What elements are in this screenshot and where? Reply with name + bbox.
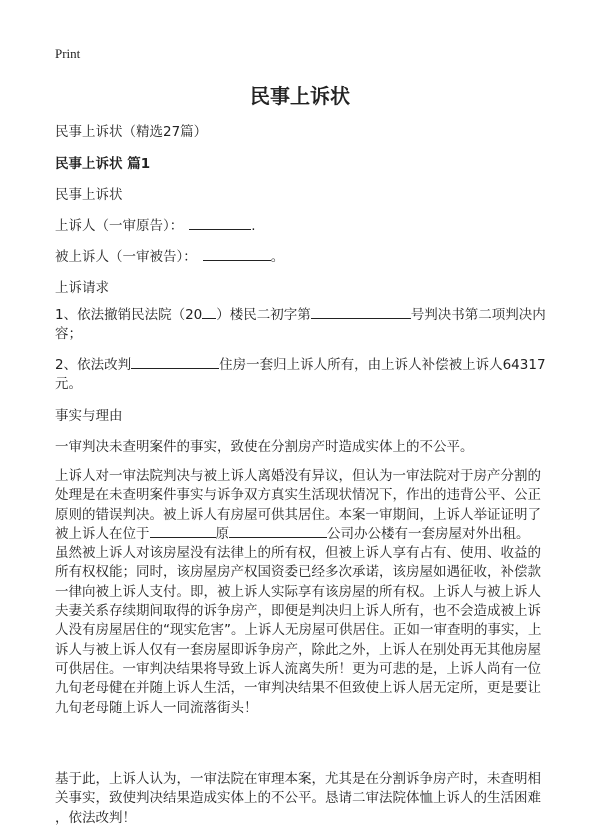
doc-heading: 民事上诉状 bbox=[55, 187, 123, 203]
request-2-text: 住房一套归上诉人所有，由上诉人补偿被上诉人64317 bbox=[219, 357, 546, 373]
facts-summary: 一审判决未查明案件的事实，致使在分割房产时造成实体上的不公平。 bbox=[55, 439, 474, 455]
appellant-line bbox=[55, 214, 256, 234]
paragraph-line: 可供居住。一审判决结果将导致上诉人流离失所！更为可悲的是，上诉人尚有一位 bbox=[55, 660, 541, 677]
paragraph-line bbox=[55, 525, 542, 544]
paragraph-line: 诉人与被上诉人仅有一套房屋即诉争房产，除此之外，上诉人在别处再无其他房屋 bbox=[55, 641, 541, 658]
appellee-label: 被上诉人（一审被告）： bbox=[55, 249, 197, 265]
paragraph-line: 基于此，上诉人认为，一审法院在审理本案，尤其是在分割诉争房产时，未查明相 bbox=[55, 771, 541, 787]
request-1-text: 号判决书第二项判决内 bbox=[410, 307, 546, 323]
request-1-text: 1、依法撤销民法院（20 bbox=[55, 307, 203, 323]
paragraph-line: 处理是在未查明案件事实与诉争双方真实生活现状情况下，作出的违背公平、公正 bbox=[55, 487, 541, 504]
appellee-end: 。 bbox=[270, 249, 285, 265]
location-blank bbox=[150, 525, 216, 538]
page-title: 民事上诉状 bbox=[250, 84, 350, 108]
paragraph-text: 被上诉人在位于 bbox=[55, 525, 150, 542]
paragraph-text: 公司办公楼有一套房屋对外出租。 bbox=[327, 525, 530, 542]
paragraph-line: 一律向被上诉人支付。即，被上诉人实际享有该房屋的所有权。上诉人与被上诉人 bbox=[55, 583, 541, 600]
appellee-blank bbox=[203, 248, 271, 261]
request-1 bbox=[55, 306, 546, 345]
paragraph-line: 虽然被上诉人对该房屋没有法律上的所有权，但被上诉人享有占有、使用、收益的 bbox=[55, 545, 541, 562]
year-blank bbox=[202, 306, 216, 319]
appellant-blank bbox=[189, 217, 251, 230]
request-2-text: 元。 bbox=[55, 376, 82, 393]
request-1-text: ）楼民二初字第 bbox=[216, 307, 311, 323]
paragraph-line: 关事实，致使判决结果造成实体上的不公平。恳请二审法院体恤上诉人的生活困难 bbox=[55, 790, 541, 807]
conclusion-paragraph bbox=[55, 770, 541, 828]
paragraph-line: ，依法改判！ bbox=[55, 809, 136, 826]
request-1-text: 容； bbox=[55, 326, 82, 343]
property-blank bbox=[131, 356, 219, 369]
paragraph-line: 所有权权能；同时，该房屋房产权国资委已经多次承诺，该房屋如遇征收，补偿款 bbox=[55, 564, 541, 581]
section-heading: 民事上诉状 篇1 bbox=[55, 156, 151, 172]
facts-heading: 事实与理由 bbox=[55, 408, 123, 424]
paragraph-line: 人没有房屋居住的“现实危害”。上诉人无房屋可供居住。正如一审查明的事实，上 bbox=[55, 622, 542, 639]
requests-heading: 上诉请求 bbox=[55, 280, 109, 296]
paragraph-text: 原 bbox=[215, 525, 229, 542]
appellant-label: 上诉人（一审原告）： bbox=[55, 218, 184, 234]
paragraph-line: 夫妻关系存续期间取得的诉争房产，即便是判决归上诉人所有，也不会造成被上诉 bbox=[55, 603, 541, 620]
subtitle: 民事上诉状（精选27篇） bbox=[55, 124, 208, 140]
case-number-blank bbox=[311, 306, 411, 319]
request-2 bbox=[55, 356, 546, 395]
company-blank bbox=[229, 525, 327, 538]
print-link[interactable]: Print bbox=[55, 46, 81, 61]
appellant-end: . bbox=[251, 218, 256, 234]
paragraph-line: 上诉人对一审法院判决与被上诉人离婚没有异议，但认为一审法院对于房产分割的 bbox=[55, 468, 541, 484]
paragraph-line: 九旬老母健在并随上诉人生活，一审判决结果不但致使上诉人居无定所，更是要让 bbox=[55, 680, 541, 697]
request-2-text: 2、依法改判 bbox=[55, 357, 132, 373]
facts-paragraph bbox=[55, 467, 542, 718]
paragraph-line: 原则的错误判决。被上诉人有房屋可供其居住。本案一审期间，上诉人举证证明了 bbox=[55, 506, 541, 523]
appellee-line bbox=[55, 245, 284, 265]
paragraph-line: 九旬老母随上诉人一同流落街头！ bbox=[55, 699, 258, 716]
